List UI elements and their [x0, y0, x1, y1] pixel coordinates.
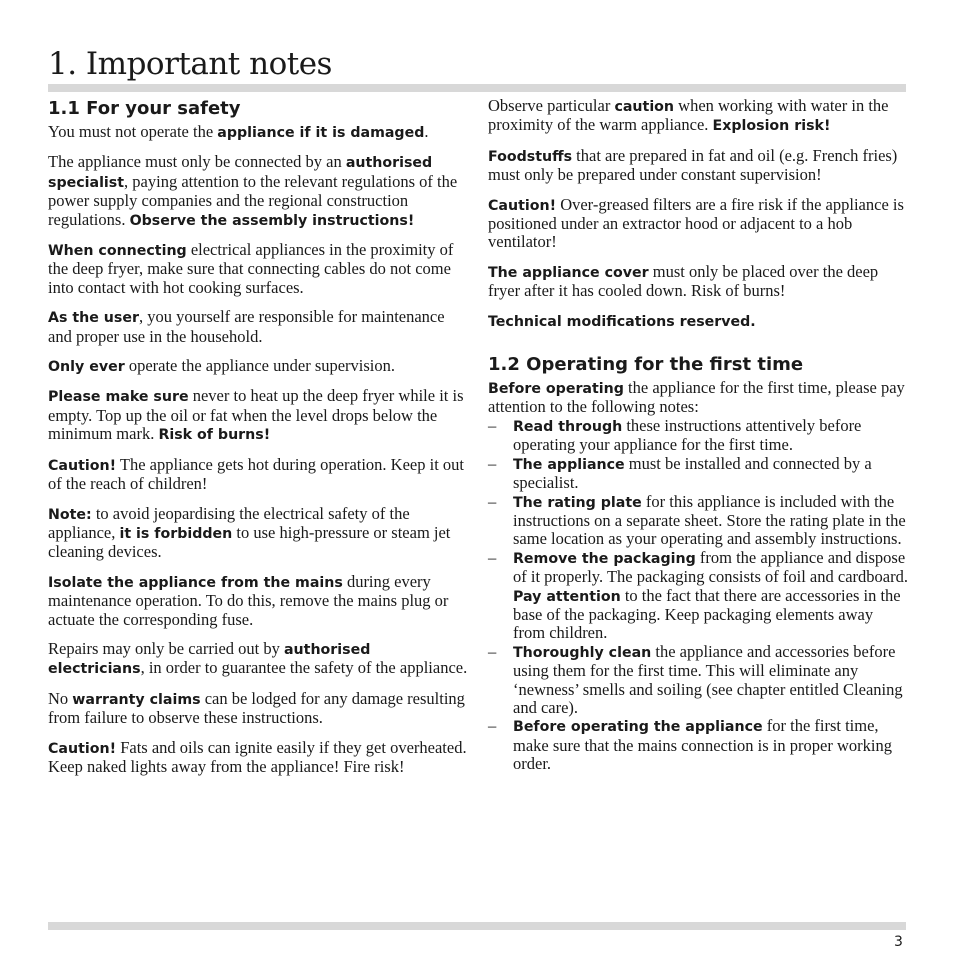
- list-item: – Read through these instructions attentively before operating your appliance for the first time.: [488, 415, 862, 455]
- page-title: 1. Important notes: [48, 46, 332, 82]
- notes-list: [488, 417, 908, 774]
- paragraph: You must not operate the appliance if it is damaged.: [48, 122, 429, 141]
- list-item: – The appliance must be installed and connected by a specialist.: [488, 453, 872, 493]
- dash-bullet: –: [488, 415, 497, 435]
- paragraph: Foodstuffs that are prepared in fat and oil (e.g. French fries) must only be prepared under constant supervision!: [488, 145, 898, 185]
- list-item: – Thoroughly clean the appliance and accessories before using them for the first time. This will eliminate any ‘newness’ smells and soiling (see chapter entitled Cleaning and care).: [488, 641, 903, 717]
- paragraph: Technical modifications reserved.: [488, 313, 756, 330]
- paragraph: The appliance cover must only be placed over the deep fryer after it has cooled down. Risk of burns!: [488, 261, 879, 301]
- paragraph: As the user, you yourself are responsible for maintenance and proper use in the household.: [48, 307, 445, 346]
- page-number: 3: [894, 934, 903, 950]
- paragraph: Caution! The appliance gets hot during operation. Keep it out of the reach of children!: [48, 454, 464, 494]
- paragraph: Isolate the appliance from the mains during every maintenance operation. To do this, remove the mains plug or actuate the corresponding fuse.: [48, 571, 449, 629]
- section-heading-safety: 1.1 For your safety: [48, 98, 241, 119]
- dash-bullet: –: [488, 491, 497, 511]
- list-item: – The rating plate for this appliance is included with the instructions on a separate sheet. Store the rating plate in the same location as your operating and assembly instructions.: [488, 491, 906, 549]
- dash-bullet: –: [488, 547, 497, 567]
- paragraph: Caution! Over-greased filters are a fire risk if the appliance is positioned under an extractor hood or adjacent to a hob ventilator!: [488, 194, 904, 252]
- paragraph: Caution! Fats and oils can ignite easily if they get overheated. Keep naked lights away from the appliance! Fire risk!: [48, 737, 467, 776]
- list-item: – Remove the packaging from the appliance and dispose of it properly. The packaging consists of foil and cardboard. Pay attention to the fact that there are accessories in the base of the packaging. Keep packaging elements away from children.: [488, 547, 908, 643]
- paragraph: Only ever operate the appliance under supervision.: [48, 356, 396, 376]
- dash-bullet: –: [488, 453, 497, 473]
- paragraph: Please make sure never to heat up the deep fryer while it is empty. Top up the oil or fat when the level drops below the minimum mark. Risk of burns!: [48, 386, 464, 444]
- bottom-divider: [48, 922, 906, 930]
- paragraph: Repairs may only be carried out by authorised electricians, in order to guarantee the safety of the appliance.: [48, 638, 468, 678]
- paragraph: Note: to avoid jeopardising the electrical safety of the appliance, it is forbidden to use high-pressure or steam jet cleaning devices.: [48, 503, 451, 562]
- dash-bullet: –: [488, 716, 497, 736]
- left-column: [48, 97, 470, 787]
- section-heading-first-time: 1.2 Operating for the first time: [488, 354, 804, 376]
- paragraph: Before operating the appliance for the first time, please pay attention to the following notes:: [488, 378, 905, 417]
- top-divider: [48, 84, 906, 92]
- right-column: [488, 97, 908, 774]
- list-item: – Before operating the appliance for the first time, make sure that the mains connection is in proper working order.: [488, 716, 892, 774]
- dash-bullet: –: [488, 641, 497, 661]
- paragraph: Observe particular caution when working with water in the proximity of the warm appliance. Explosion risk!: [488, 96, 889, 135]
- paragraph: No warranty claims can be lodged for any damage resulting from failure to observe these instructions.: [48, 688, 465, 728]
- paragraph: The appliance must only be connected by an authorised specialist, paying attention to the relevant regulations of the power supply companies and the regional construction regulations. Observe the assembly instructions!: [48, 152, 458, 229]
- paragraph: When connecting electrical appliances in the proximity of the deep fryer, make sure that connecting cables do not come into contact with hot cooking surfaces.: [48, 240, 454, 297]
